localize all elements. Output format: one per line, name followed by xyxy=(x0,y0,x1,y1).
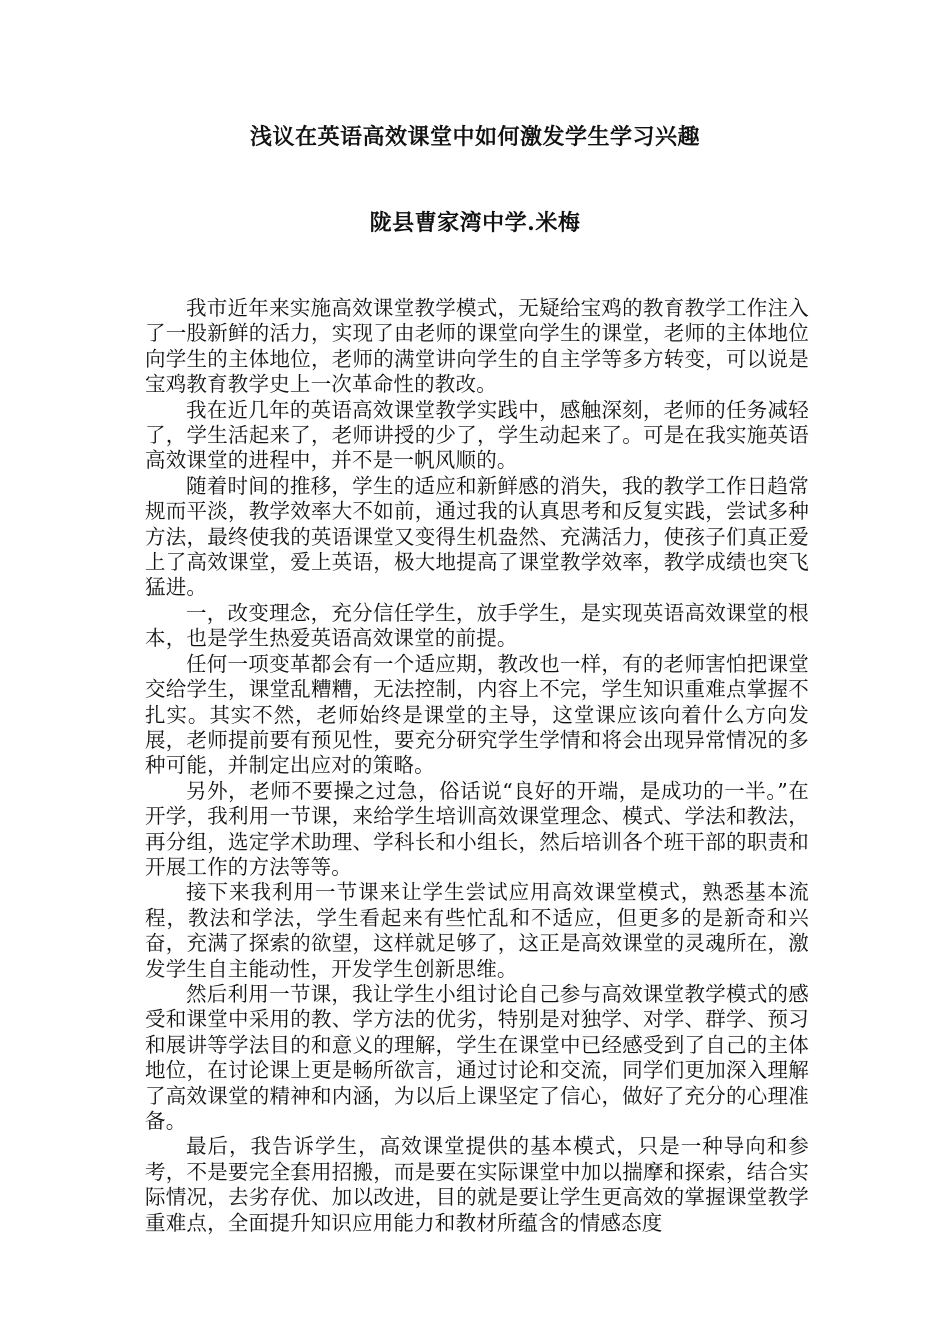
body-paragraph: 最后，我告诉学生，高效课堂提供的基本模式，只是一种导向和参考，不是要完全套用招搬，而是要在实际课堂中加以揣摩和探索，结合实际情况，去劣存优、加以改进，目的就是要让学生更高效的掌握课堂教学重难点，全面提升知识应用能力和教材所蕴含的情感态度 xyxy=(145,1134,809,1235)
body-paragraph: 我市近年来实施高效课堂教学模式，无疑给宝鸡的教育教学工作注入了一股新鲜的活力，实现了由老师的课堂向学生的课堂，老师的主体地位向学生的主体地位，老师的满堂讲向学生的自主学等多方转变，可以说是宝鸡教育教学史上一次革命性的教改。 xyxy=(145,296,809,397)
body-paragraph: 我在近几年的英语高效课堂教学实践中，感触深刻，老师的任务减轻了，学生活起来了，老师讲授的少了，学生动起来了。可是在我实施英语高效课堂的进程中，并不是一帆风顺的。 xyxy=(145,397,809,473)
body-paragraph: 另外，老师不要操之过急，俗话说“良好的开端，是成功的一半。”在开学，我利用一节课，来给学生培训高效课堂理念、模式、学法和教法，再分组，选定学术助理、学科长和小组长，然后培训各个班干部的职责和开展工作的方法等等。 xyxy=(145,778,809,879)
body-paragraph: 然后利用一节课，我让学生小组讨论自己参与高效课堂教学模式的感受和课堂中采用的教、学方法的优劣，特别是对独学、对学、群学、预习和展讲等学法目的和意义的理解，学生在课堂中已经感受到了自己的主体地位，在讨论课上更是畅所欲言，通过讨论和交流，同学们更加深入理解了高效课堂的精神和内涵，为以后上课坚定了信心，做好了充分的心理准备。 xyxy=(145,981,809,1133)
document-body xyxy=(145,296,809,1236)
body-paragraph: 任何一项变革都会有一个适应期，教改也一样，有的老师害怕把课堂交给学生，课堂乱糟糟，无法控制，内容上不完，学生知识重难点掌握不扎实。其实不然，老师始终是课堂的主导，这堂课应该向着什么方向发展，老师提前要有预见性，要充分研究学生学情和将会出现异常情况的多种可能，并制定出应对的策略。 xyxy=(145,651,809,778)
section-heading-paragraph: 一，改变理念，充分信任学生，放手学生，是实现英语高效课堂的根本，也是学生热爱英语高效课堂的前提。 xyxy=(145,600,809,651)
body-paragraph: 接下来我利用一节课来让学生尝试应用高效课堂模式，熟悉基本流程，教法和学法，学生看起来有些忙乱和不适应，但更多的是新奇和兴奋，充满了探索的欲望，这样就足够了，这正是高效课堂的灵魂所在，激发学生自主能动性，开发学生创新思维。 xyxy=(145,880,809,981)
document-author: 陇县曹家湾中学.米梅 xyxy=(369,210,581,236)
document-title: 浅议在英语高效课堂中如何激发学生学习兴趣 xyxy=(249,124,700,150)
body-paragraph: 随着时间的推移，学生的适应和新鲜感的消失，我的教学工作日趋常规而平淡，教学效率大不如前，通过我的认真思考和反复实践，尝试多种方法，最终使我的英语课堂又变得生机盎然、充满活力，使孩子们真正爱上了高效课堂，爱上英语，极大地提高了课堂教学效率，教学成绩也突飞猛进。 xyxy=(145,473,809,600)
